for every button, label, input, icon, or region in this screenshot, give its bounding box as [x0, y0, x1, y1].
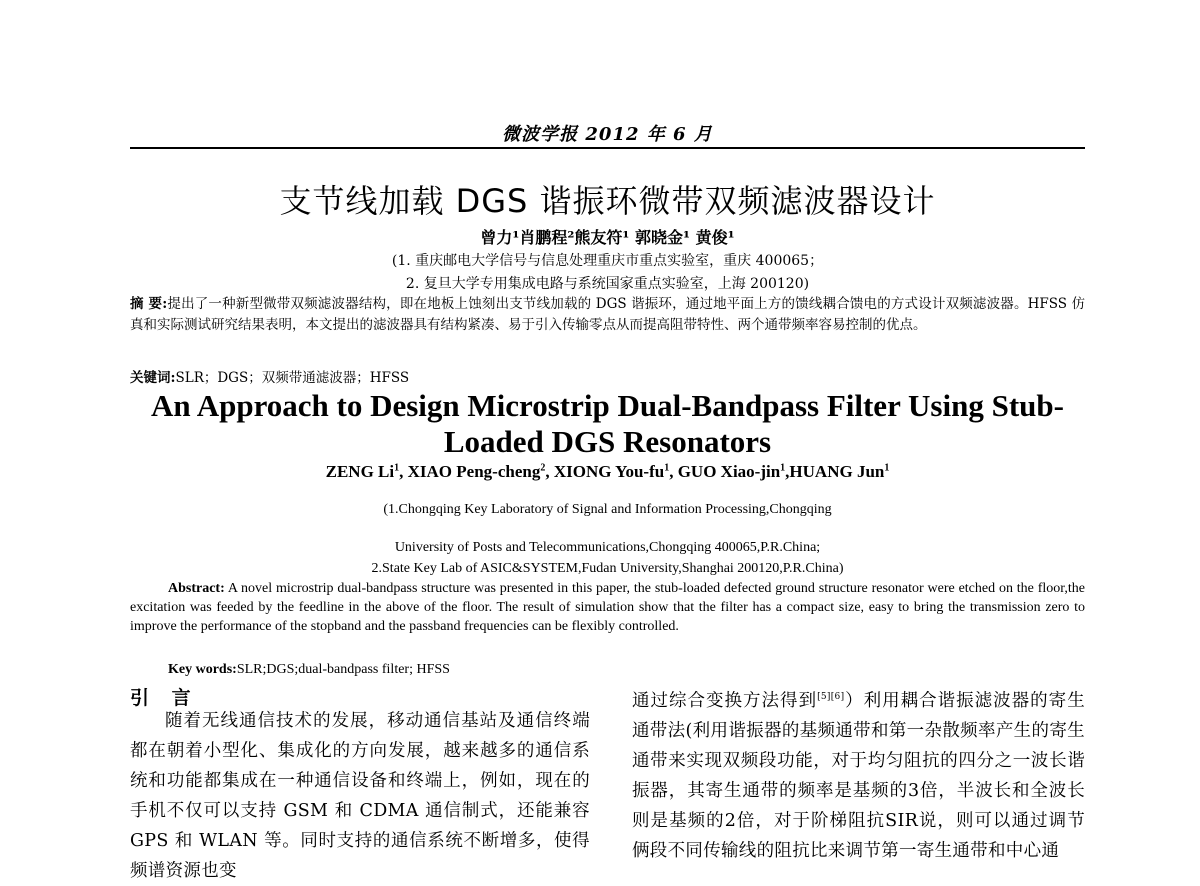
- body-column-right: [632, 682, 1085, 866]
- author-separator: ,: [669, 462, 678, 481]
- author-affil-sup: 1: [664, 462, 670, 474]
- author-separator: ,: [785, 462, 790, 481]
- english-affiliation-2: University of Posts and Telecommunications,Chongqing 400065,P.R.China;: [394, 540, 821, 555]
- chinese-abstract-text: 提出了一种新型微带双频滤波器结构，即在地板上蚀刻出支节线加载的 DGS 谐振环，通过地平面上方的馈线耦合馈电的方式设计双频滤波器。HFSS 仿真和实际测试研究结果表明，本文提出的滤波器具有结构紧凑、易于引入传输零点从而提高阻带特性、两个通带频率容易控制的优点。: [130, 296, 1085, 333]
- author-name: XIAO Peng-cheng: [407, 462, 541, 481]
- english-affiliation-1: (1.Chongqing Key Laboratory of Signal and Information Processing,Chongqing: [383, 502, 832, 517]
- chinese-affiliation-1: (1. 重庆邮电大学信号与信息处理重庆市重点实验室，重庆 400065；: [391, 253, 824, 269]
- running-head: 微波学报 2012 年 6 月: [502, 124, 713, 145]
- english-keywords-label: Key words:: [168, 662, 237, 677]
- chinese-title: 支节线加载 DGS 谐振环微带双频滤波器设计: [279, 182, 936, 220]
- section-title-introduction: 引 言: [130, 687, 199, 709]
- author-name: XIONG You-fu: [553, 462, 665, 481]
- english-affiliation-3: 2.State Key Lab of ASIC&SYSTEM,Fudan University,Shanghai 200120,P.R.China): [371, 561, 844, 576]
- author-affil-sup: 1: [394, 462, 400, 474]
- chinese-abstract: [130, 294, 1085, 335]
- author-affil-sup: 1: [884, 462, 890, 474]
- author-affil-sup: 2: [540, 462, 546, 474]
- author-name: GUO Xiao-jin: [677, 462, 781, 481]
- author-separator: ,: [399, 462, 408, 481]
- english-title: An Approach to Design Microstrip Dual-Bandpass Filter Using Stub-Loaded DGS Resonators: [151, 388, 1064, 459]
- english-abstract-label: Abstract:: [168, 581, 225, 596]
- citation-ref: [5][6]: [817, 692, 845, 702]
- english-keywords: [168, 662, 450, 678]
- author-name: HUANG Jun: [789, 462, 885, 481]
- english-authors: [130, 462, 1085, 482]
- chinese-abstract-label: 摘 要:: [130, 296, 168, 312]
- chinese-keywords-text: SLR；DGS；双频带通滤波器；HFSS: [175, 370, 410, 386]
- chinese-affiliation-2: 2. 复旦大学专用集成电路与系统国家重点实验室，上海 200120): [405, 276, 810, 292]
- author-affil-sup: 1: [780, 462, 786, 474]
- body-right-text-a: 通过综合变换方法得到: [632, 690, 818, 711]
- english-keywords-text: SLR;DGS;dual-bandpass filter; HFSS: [236, 662, 450, 677]
- body-column-left: 随着无线通信技术的发展，移动通信基站及通信终端都在朝着小型化、集成化的方向发展，越来越多的通信系统和功能都集成在一种通信设备和终端上，例如，现在的手机不仅可以支持 GSM 和 CDMA 通信制式，还能兼容 GPS 和 WLAN 等。同时支持的通信系统不断增多，使得频谱资源也变: [130, 711, 590, 881]
- body-right-text-b: ）利用耦合谐振滤波器的寄生通带法(利用谐振器的基频通带和第一杂散频率产生的寄生通带来实现双频段功能，对于均匀阻抗的四分之一波长谐振器，其寄生通带的频率是基频的3倍，半波长和全波长则是基频的2倍，对于阶梯阻抗SIR说，则可以通过调节俩段不同传输线的阻抗比来调节第一寄生通带和中心通: [632, 690, 1085, 861]
- english-abstract: [130, 579, 1085, 636]
- english-abstract-text: A novel microstrip dual-bandpass structure was presented in this paper, the stub-loaded defected ground structure resonator were etched on the floor,the excitation was feeded by the feedline in the above of the floor. The result of simulation show that the filter has a compact size, easy to bring the transmission zero to improve the performance of the stopband and the passband frequencies can be flexibly controlled.: [130, 581, 1085, 634]
- author-name: ZENG Li: [325, 462, 395, 481]
- chinese-keywords: [130, 366, 409, 386]
- chinese-keywords-label: 关键词:: [130, 370, 176, 386]
- chinese-authors: 曾力¹肖鹏程²熊友符¹ 郭晓金¹ 黄俊¹: [480, 228, 735, 247]
- author-separator: ,: [545, 462, 554, 481]
- header-rule: [130, 147, 1085, 149]
